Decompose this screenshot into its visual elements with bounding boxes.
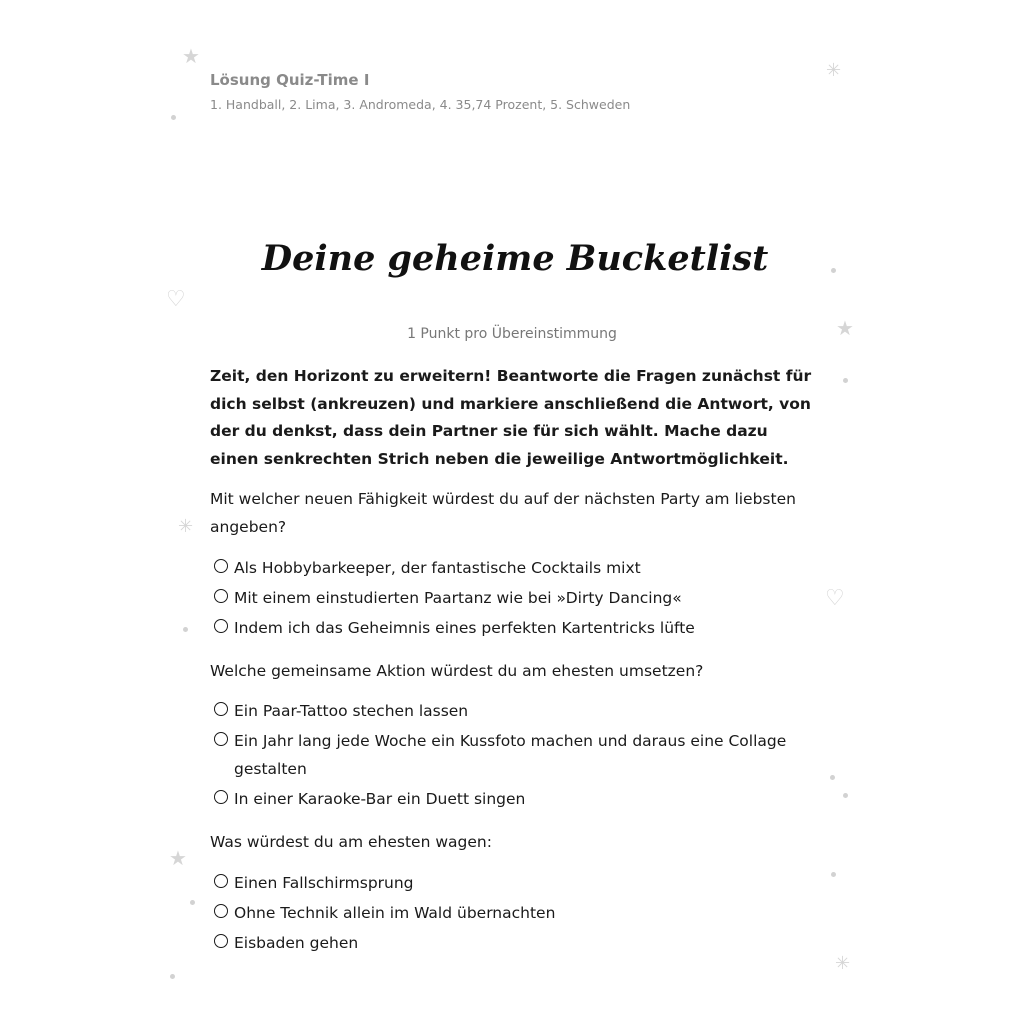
star-icon: ★ [169, 846, 187, 870]
answer-options-1 [210, 554, 820, 642]
star-icon: ★ [182, 44, 200, 68]
answer-option[interactable] [210, 614, 820, 642]
answer-option-label: Indem ich das Geheimnis eines perfekten Kartentricks lüfte [234, 618, 695, 637]
answer-option[interactable] [210, 697, 820, 725]
burst-icon: ✳ [835, 953, 851, 974]
decorative-dot [843, 378, 848, 383]
burst-icon: ✳ [178, 516, 194, 537]
radio-circle-icon[interactable] [214, 702, 228, 716]
radio-circle-icon[interactable] [214, 934, 228, 948]
decorative-dot [170, 974, 175, 979]
decorative-dot [830, 775, 835, 780]
answer-option[interactable] [210, 554, 820, 582]
star-icon: ★ [836, 316, 854, 340]
answer-option[interactable] [210, 899, 820, 927]
answer-option-label: Ein Paar-Tattoo stechen lassen [234, 702, 469, 721]
radio-circle-icon[interactable] [214, 790, 228, 804]
answer-option-label: Ohne Technik allein im Wald übernachten [234, 903, 556, 922]
quiz-content [210, 363, 820, 973]
decorative-dot [190, 900, 195, 905]
answer-option[interactable] [210, 869, 820, 897]
answer-option[interactable] [210, 727, 820, 783]
answer-options-3 [210, 869, 820, 957]
answer-options-2 [210, 697, 820, 813]
decorative-dot [183, 627, 188, 632]
radio-circle-icon[interactable] [214, 732, 228, 746]
question-3: Was würdest du am ehesten wagen: [210, 833, 492, 852]
answer-option-label: Als Hobbybarkeeper, der fantastische Cocktails mixt [234, 558, 641, 577]
answer-option-label: Einen Fallschirmsprung [234, 873, 414, 892]
answer-option[interactable] [210, 929, 820, 957]
decorative-dot [171, 115, 176, 120]
radio-circle-icon[interactable] [214, 904, 228, 918]
answer-option-label: In einer Karaoke-Bar ein Duett singen [234, 790, 526, 809]
radio-circle-icon[interactable] [214, 559, 228, 573]
answer-option[interactable] [210, 785, 820, 813]
answer-option-label: Ein Jahr lang jede Woche ein Kussfoto machen und daraus eine Collage gestalten [234, 732, 787, 779]
answer-option[interactable] [210, 584, 820, 612]
radio-circle-icon[interactable] [214, 619, 228, 633]
decorative-dot [831, 872, 836, 877]
heart-icon: ♡ [825, 586, 845, 611]
answer-option-label: Mit einem einstudierten Paartanz wie bei »Dirty Dancing« [234, 588, 682, 607]
decorative-dot [843, 793, 848, 798]
intro-text: Zeit, den Horizont zu erweitern! Beantworte die Fragen zunächst für dich selbst (ankreuzen) und markiere anschließend die Antwort, von der du denkst, dass dein Partner sie für sich wählt. Mache dazu einen senkrechten Strich neben die jeweilige Antwortmöglichkeit. [210, 367, 812, 468]
question-2: Welche gemeinsame Aktion würdest du am ehesten umsetzen? [210, 661, 704, 680]
heart-icon: ♡ [166, 287, 186, 312]
question-1: Mit welcher neuen Fähigkeit würdest du auf der nächsten Party am liebsten angeben? [210, 490, 796, 536]
page-title: Deine geheime Bucketlist [261, 238, 769, 279]
page-subtitle: 1 Punkt pro Übereinstimmung [407, 326, 617, 342]
solution-answers: 1. Handball, 2. Lima, 3. Andromeda, 4. 35,74 Prozent, 5. Schweden [210, 97, 631, 112]
radio-circle-icon[interactable] [214, 589, 228, 603]
answer-option-label: Eisbaden gehen [234, 933, 359, 952]
burst-icon: ✳ [826, 60, 842, 81]
radio-circle-icon[interactable] [214, 874, 228, 888]
solution-title: Lösung Quiz-Time I [210, 71, 370, 89]
